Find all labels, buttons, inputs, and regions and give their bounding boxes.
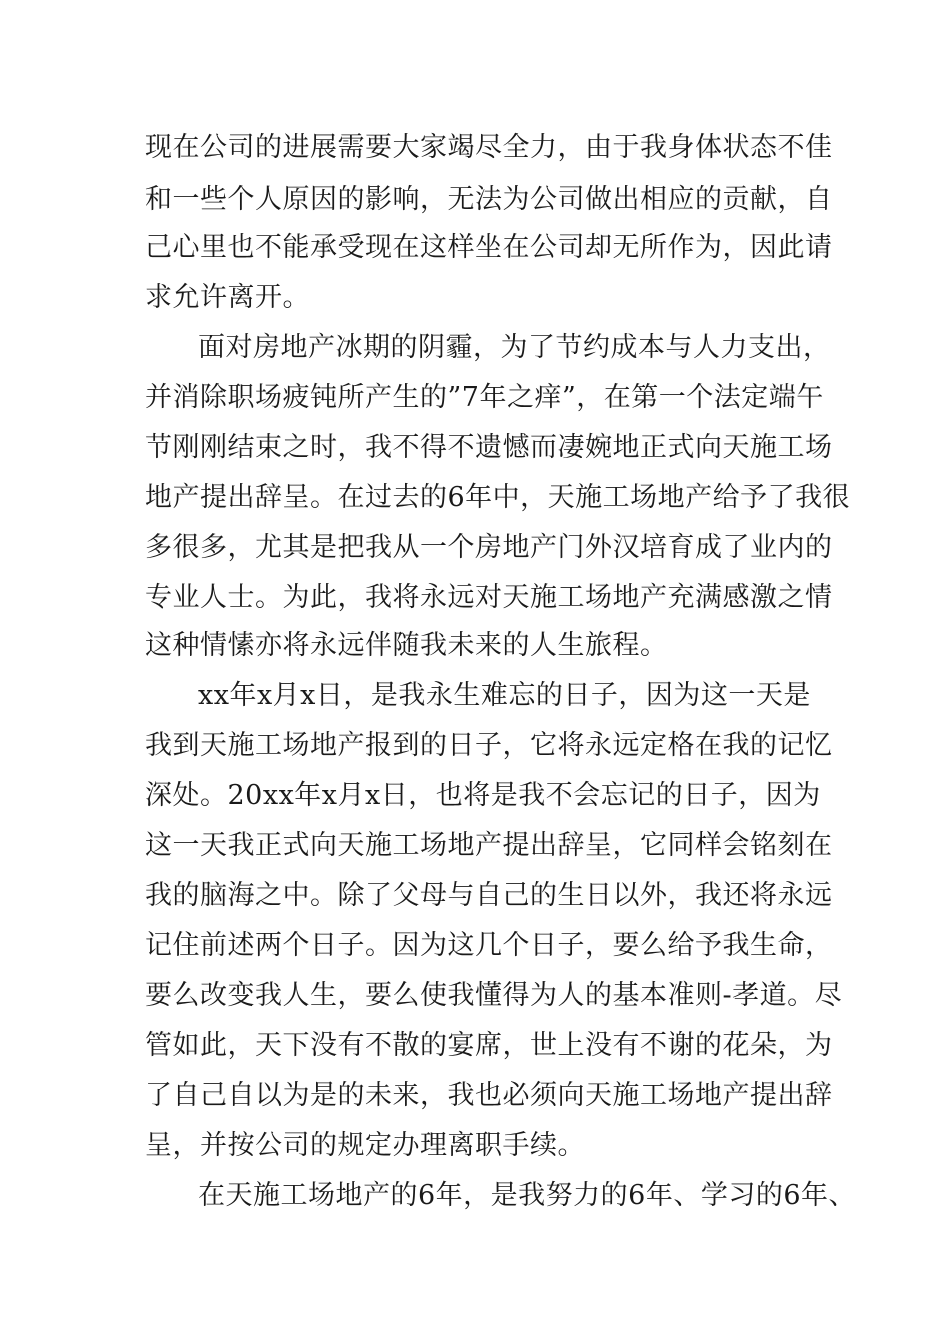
text-line: 管如此，天下没有不散的宴席，世上没有不谢的花朵，为: [145, 1030, 833, 1061]
text-line: 节刚刚结束之时，我不得不遗憾而凄婉地正式向天施工场: [145, 432, 833, 463]
text-line: 这种情愫亦将永远伴随我未来的人生旅程。: [145, 630, 668, 661]
text-line: 这一天我正式向天施工场地产提出辞呈，它同样会铭刻在: [145, 830, 833, 861]
text-line: 记住前述两个日子。因为这几个日子，要么给予我生命，: [145, 930, 833, 961]
text-line: 专业人士。为此，我将永远对天施工场地产充满感激之情: [145, 582, 833, 613]
text-line: 呈，并按公司的规定办理离职手续。: [145, 1130, 585, 1161]
paragraph-first-line: 面对房地产冰期的阴霾，为了节约成本与人力支出，: [198, 332, 831, 363]
text-line: 我到天施工场地产报到的日子，它将永远定格在我的记忆: [145, 730, 833, 761]
text-line: 求允许离开。: [145, 282, 310, 313]
text-line: 地产提出辞呈。在过去的6年中，天施工场地产给予了我很: [145, 482, 851, 513]
paragraph-first-line: 在天施工场地产的6年，是我努力的6年、学习的6年、: [198, 1180, 857, 1211]
text-line: 我的脑海之中。除了父母与自己的生日以外，我还将永远: [145, 880, 833, 911]
text-line: 和一些个人原因的影响，无法为公司做出相应的贡献，自: [145, 184, 833, 215]
text-line: 多很多，尤其是把我从一个房地产门外汉培育成了业内的: [145, 532, 833, 563]
text-line: 要么改变我人生，要么使我懂得为人的基本准则-孝道。尽: [145, 980, 843, 1011]
text-line: 现在公司的进展需要大家竭尽全力，由于我身体状态不佳: [145, 132, 833, 163]
paragraph-first-line: xx年x月x日，是我永生难忘的日子，因为这一天是: [198, 680, 811, 711]
text-line: 了自己自以为是的未来，我也必须向天施工场地产提出辞: [145, 1080, 833, 1111]
text-line: 己心里也不能承受现在这样坐在公司却无所作为，因此请: [145, 232, 833, 263]
text-line: 深处。20xx年x月x日，也将是我不会忘记的日子，因为: [145, 780, 821, 811]
text-line: 并消除职场疲钝所产生的”7年之痒”，在第一个法定端午: [145, 382, 824, 413]
